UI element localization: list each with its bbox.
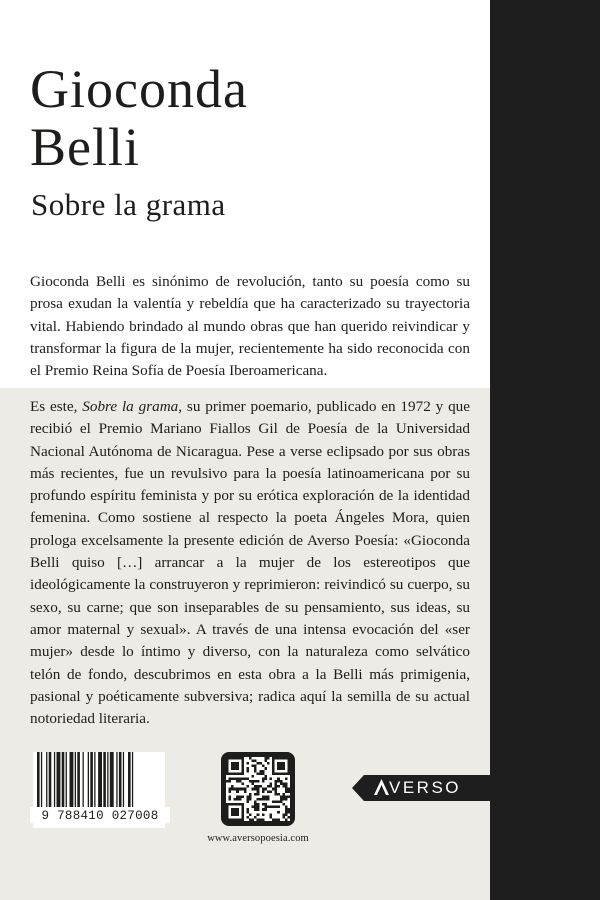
qr-code-icon[interactable] bbox=[221, 752, 295, 826]
publisher-logo bbox=[352, 775, 490, 801]
blurb-paragraph-1: Gioconda Belli es sinónimo de revolución, tanto su poesía como su prosa exudan la valentía y rebeldía que ha caracterizado su trayectoria vital. Habiendo brindado al mundo obras que han querido reivindicar y transformar la figura de la mujer, recientemente ha sido reconocida con el Premio Reina Sofía de Poesía Iberoamericana. bbox=[30, 273, 470, 380]
author-name bbox=[30, 60, 248, 176]
book-title: Sobre la grama bbox=[31, 187, 226, 222]
blurb-paragraph-2-start: Es este, bbox=[30, 398, 83, 415]
blurb-book-title-italic: Sobre la grama bbox=[82, 398, 179, 415]
blurb-paragraph-2 bbox=[30, 396, 470, 730]
author-last-name: Belli bbox=[30, 117, 140, 177]
author-first-name: Gioconda bbox=[30, 59, 248, 119]
publisher-logo-text: VERSO bbox=[389, 778, 462, 797]
dark-spine-band bbox=[490, 0, 600, 900]
isbn-number: 9 788410 027008 bbox=[30, 807, 170, 823]
website-link[interactable]: www.aversopoesia.com bbox=[207, 833, 309, 844]
blurb-paragraph-2-rest: , su primer poemario, publicado en 1972 y que recibió el Premio Mariano Fiallos Gil de Poesía de la Universidad Nacional Autónoma de Nicaragua. Pese a verse eclipsado por sus obras más recientes, fue un revulsivo para la poesía latinoamericana por su profundo espíritu feminista y por su erótica exploración de la identidad femenina. Como sostiene al respecto la poeta Ángeles Mora, quien prologa excelsamente la presente edición de Averso Poesía: «Gioconda Belli quiso […] arrancar a la mujer de los estereotipos que ideológicamente la construyeron y reprimieron: reivindicó su cuerpo, su sexo, su carne; que son inseparables de su pensamiento, sus ideas, su amor maternal y sexual». A través de una intensa evocación del «ser mujer» desde lo íntimo y diverso, con la naturaleza como selvático telón de fondo, descubrimos en esta obra a la Belli más primigenia, pasional y poéticamente subversiva; radica aquí la semilla de su actual notoriedad literaria. bbox=[30, 398, 470, 728]
averso-logo-icon bbox=[374, 777, 484, 799]
